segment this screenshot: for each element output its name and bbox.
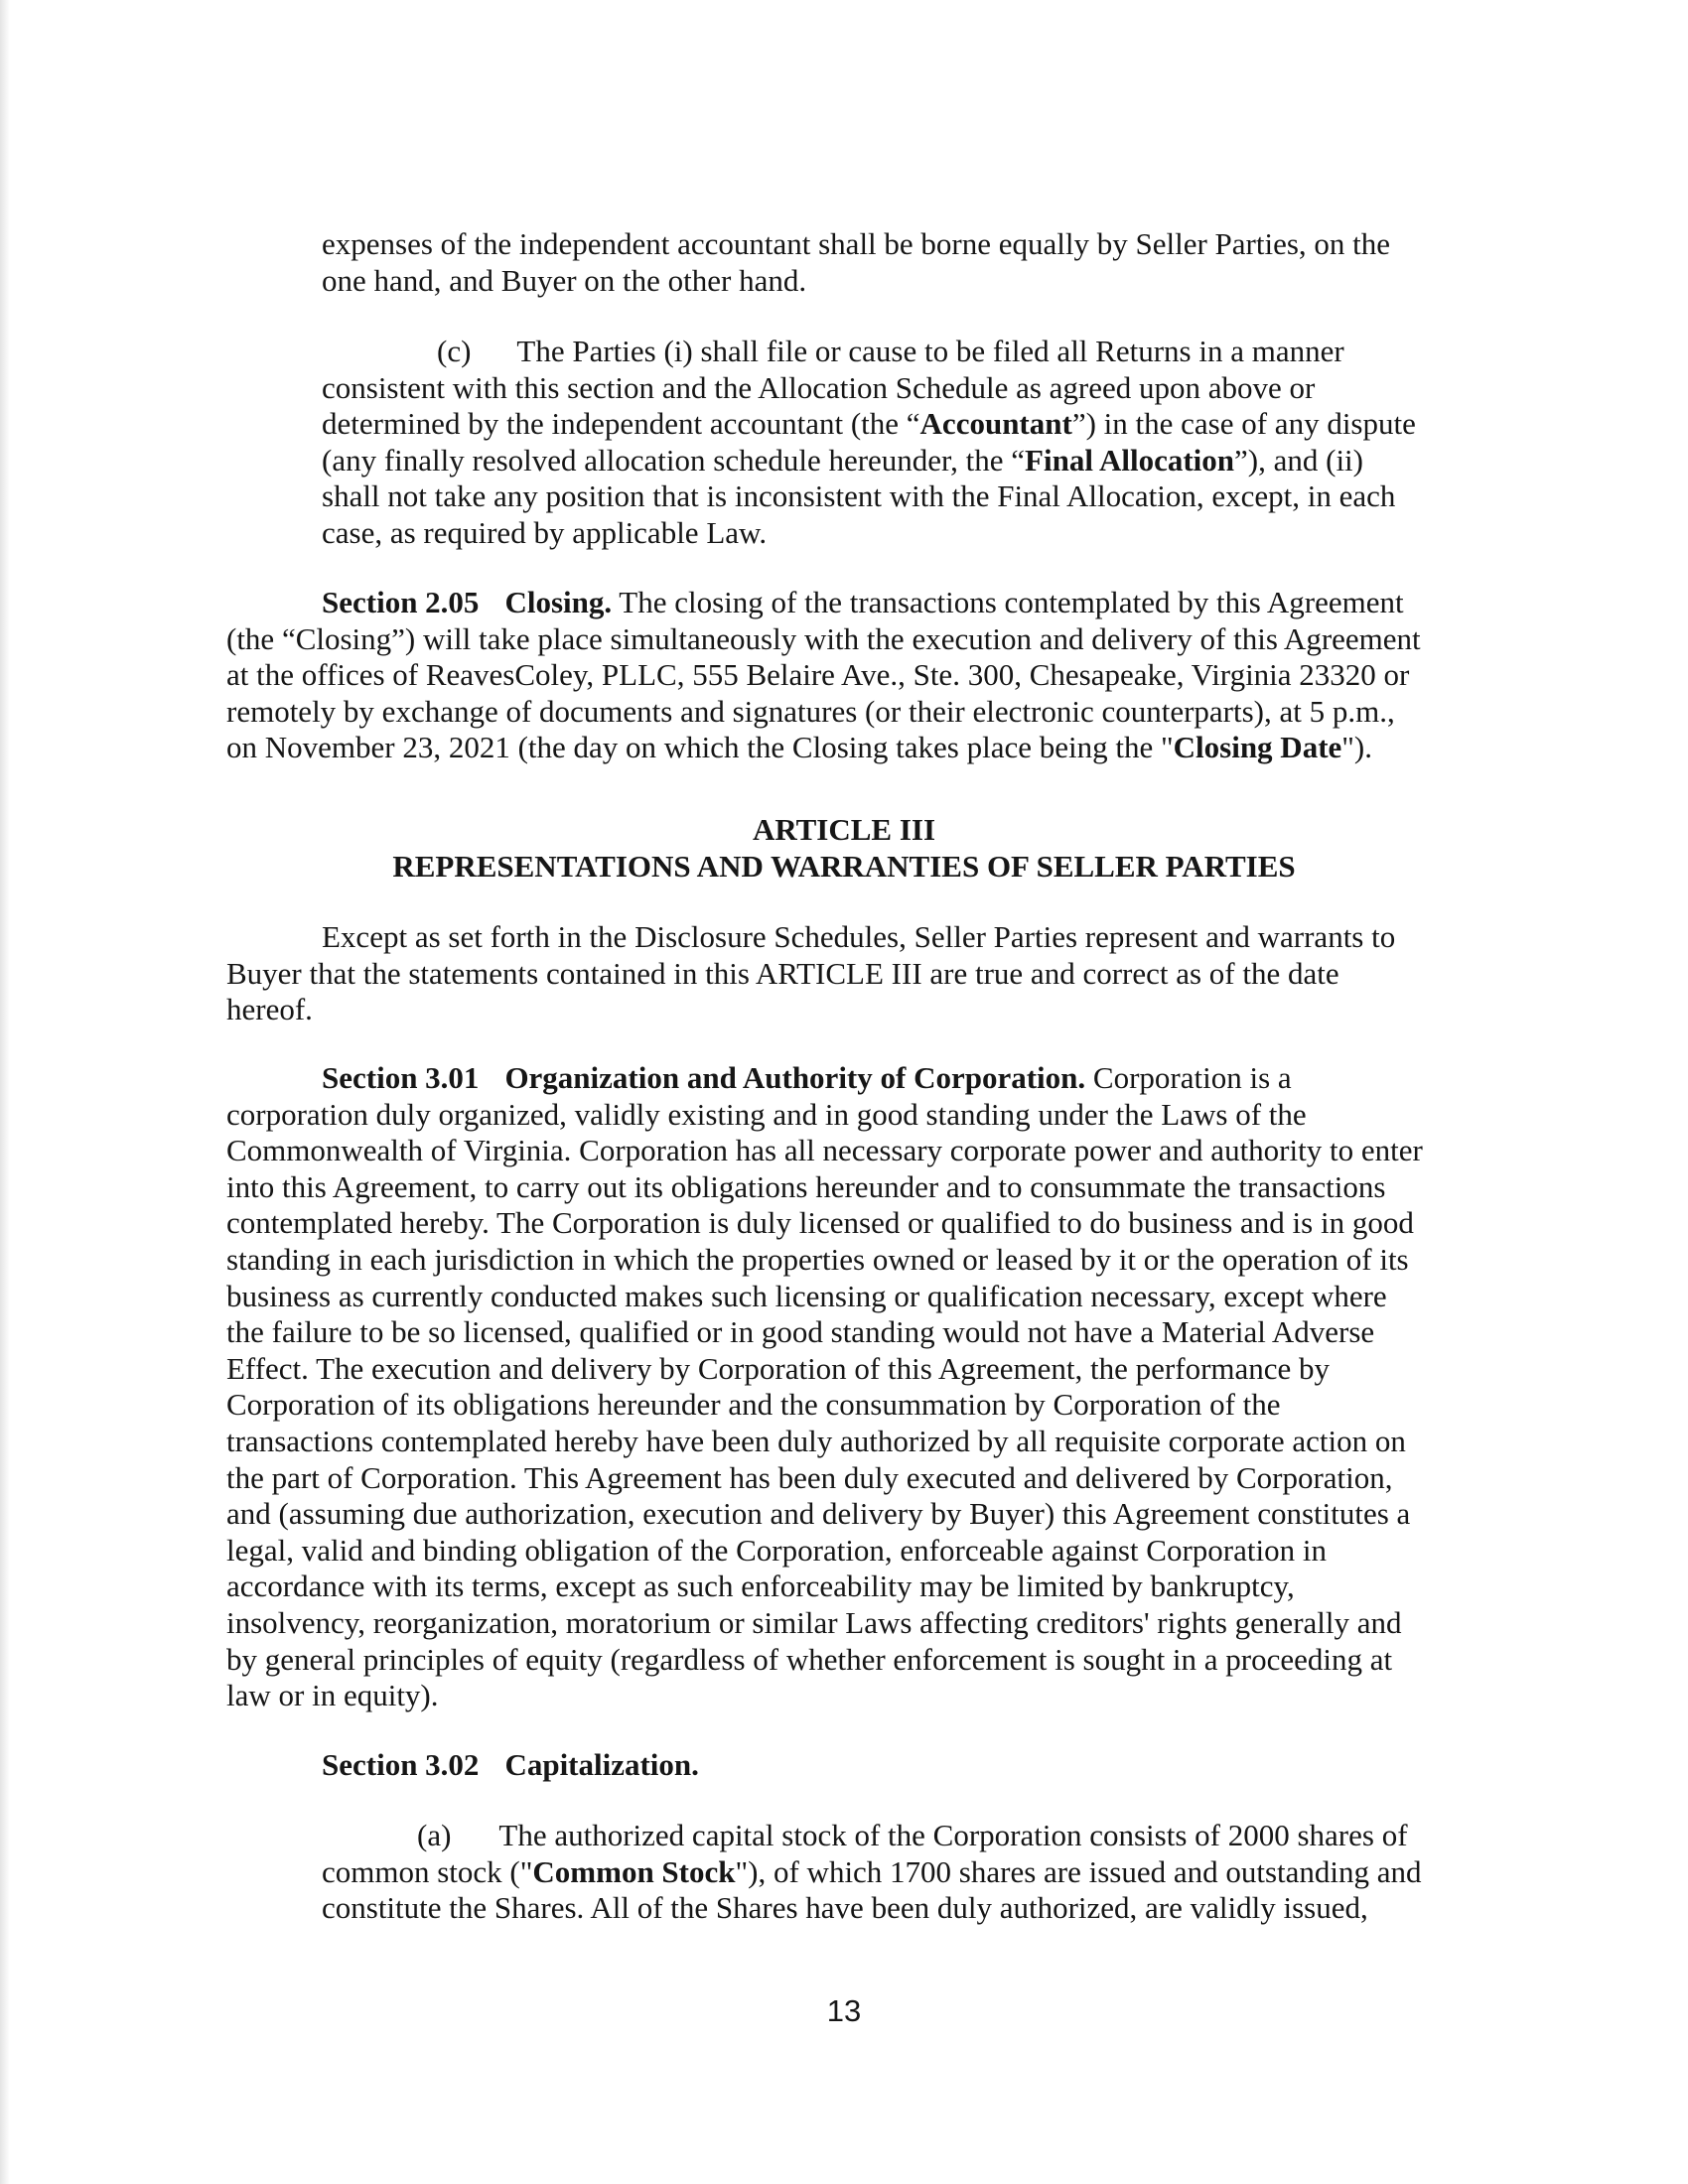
page-number: 13: [826, 1993, 862, 2028]
subsection-c: [322, 334, 1416, 552]
section-number: Section 3.02: [322, 1747, 480, 1782]
text-line: [322, 443, 1416, 479]
text-line: accordance with its terms, except as such enforceability may be limited by bankruptcy,: [226, 1569, 1295, 1604]
text-line: [322, 1854, 1422, 1891]
text-line: [322, 1747, 699, 1784]
text-segment: determined by the independent accountant (the “: [322, 406, 920, 442]
text-segment: "), of which 1700 shares are issued and outstanding and: [735, 1853, 1422, 1889]
text-line: [226, 585, 1421, 621]
text-segment: common stock (": [322, 1853, 533, 1889]
subsection-label: (c): [437, 334, 472, 368]
section-title: Organization and Authority of Corporation.: [504, 1060, 1086, 1095]
text-line: and (assuming due authorization, execution and delivery by Buyer) this Agreement constitutes a: [226, 1496, 1411, 1532]
text-segment: Except as set forth in the Disclosure Schedules, Seller Parties represent and warrants to: [322, 919, 1396, 954]
text-segment: (any finally resolved allocation schedule hereunder, the “: [322, 442, 1026, 478]
text-line: into this Agreement, to carry out its obligations hereunder and to consummate the transactions: [226, 1168, 1386, 1204]
text-line: [322, 1818, 1422, 1854]
text-line: insolvency, reorganization, moratorium or similar Laws affecting creditors' rights generally and: [226, 1604, 1402, 1640]
text-line: the failure to be so licensed, qualified or in good standing would not have a Material Adverse: [226, 1314, 1375, 1350]
text-line: [322, 334, 1416, 370]
text-line: Effect. The execution and delivery by Corporation of this Agreement, the performance by: [226, 1350, 1331, 1386]
section-title: Closing.: [504, 585, 613, 619]
text-segment: ”) in the case of any dispute: [1071, 406, 1416, 442]
text-line: Commonwealth of Virginia. Corporation has all necessary corporate power and authority to enter: [226, 1133, 1423, 1168]
section-number: Section 2.05: [322, 585, 480, 619]
text-segment: The Parties (i) shall file or cause to be filed all Returns in a manner: [516, 334, 1344, 368]
defined-term: Closing Date: [1173, 730, 1342, 765]
subsection-label: (a): [417, 1818, 452, 1852]
text-line: at the offices of ReavesColey, PLLC, 555 Belaire Ave., Ste. 300, Chesapeake, Virginia 23320 or: [226, 657, 1410, 693]
text-line: transactions contemplated hereby have been duly authorized by all requisite corporate action on: [226, 1423, 1406, 1458]
text-segment: The closing of the transactions contemplated by this Agreement: [612, 585, 1404, 619]
section-2-05: [226, 585, 1421, 766]
text-line: Corporation of its obligations hereunder and the consummation by Corporation of the: [226, 1387, 1281, 1423]
scan-edge-shadow: [0, 0, 10, 2184]
text-line: constitute the Shares. All of the Shares have been duly authorized, are validly issued,: [322, 1890, 1368, 1926]
text-line: shall not take any position that is inconsistent with the Final Allocation, except, in each: [322, 478, 1396, 514]
text-line: [226, 1060, 1423, 1097]
text-line: case, as required by applicable Law.: [322, 514, 768, 550]
subsection-a: [322, 1818, 1422, 1927]
text-line: law or in equity).: [226, 1678, 439, 1713]
text-segment: The authorized capital stock of the Corporation consists of 2000 shares of: [498, 1818, 1408, 1852]
text-line: Buyer that the statements contained in this ARTICLE III are true and correct as of the date: [226, 955, 1339, 991]
section-title: Capitalization.: [504, 1747, 699, 1782]
defined-term: Final Allocation: [1025, 442, 1235, 478]
article-number: ARTICLE III: [752, 812, 936, 847]
article-title: REPRESENTATIONS AND WARRANTIES OF SELLER PARTIES: [392, 849, 1296, 884]
section-3-02: [322, 1747, 699, 1784]
text-segment: Corporation is a: [1085, 1060, 1292, 1095]
paragraph-continuation: [322, 226, 1390, 299]
text-line: (the “Closing”) will take place simultaneously with the execution and delivery of this Agreement: [226, 620, 1421, 656]
text-line: the part of Corporation. This Agreement has been duly executed and delivered by Corporation,: [226, 1459, 1393, 1495]
text-line: [226, 919, 1395, 956]
text-line: legal, valid and binding obligation of the Corporation, enforceable against Corporation in: [226, 1532, 1327, 1568]
text-line: remotely by exchange of documents and signatures (or their electronic counterparts), at 5 p.m.,: [226, 693, 1395, 729]
text-line: standing in each jurisdiction in which the properties owned or leased by it or the operation of its: [226, 1241, 1409, 1277]
article-intro-paragraph: [226, 919, 1395, 1028]
section-3-01: [226, 1060, 1423, 1714]
text-line: [226, 730, 1421, 766]
text-line: consistent with this section and the Allocation Schedule as agreed upon above or: [322, 369, 1316, 405]
text-line: [322, 406, 1416, 443]
defined-term: Accountant: [919, 406, 1072, 442]
text-segment: ").: [1341, 730, 1373, 765]
text-line: one hand, and Buyer on the other hand.: [322, 262, 807, 298]
text-line: contemplated hereby. The Corporation is duly licensed or qualified to do business and is in good: [226, 1205, 1414, 1241]
text-line: corporation duly organized, validly existing and in good standing under the Laws of the: [226, 1096, 1307, 1132]
text-segment: on November 23, 2021 (the day on which the Closing takes place being the ": [226, 730, 1174, 765]
text-line: hereof.: [226, 992, 313, 1027]
defined-term: Common Stock: [532, 1853, 736, 1889]
text-line: expenses of the independent accountant shall be borne equally by Seller Parties, on the: [322, 226, 1391, 261]
text-segment: ”), and (ii): [1234, 442, 1363, 478]
text-line: by general principles of equity (regardless of whether enforcement is sought in a proceeding at: [226, 1641, 1393, 1677]
section-number: Section 3.01: [322, 1060, 480, 1095]
text-line: business as currently conducted makes such licensing or qualification necessary, except where: [226, 1278, 1387, 1313]
